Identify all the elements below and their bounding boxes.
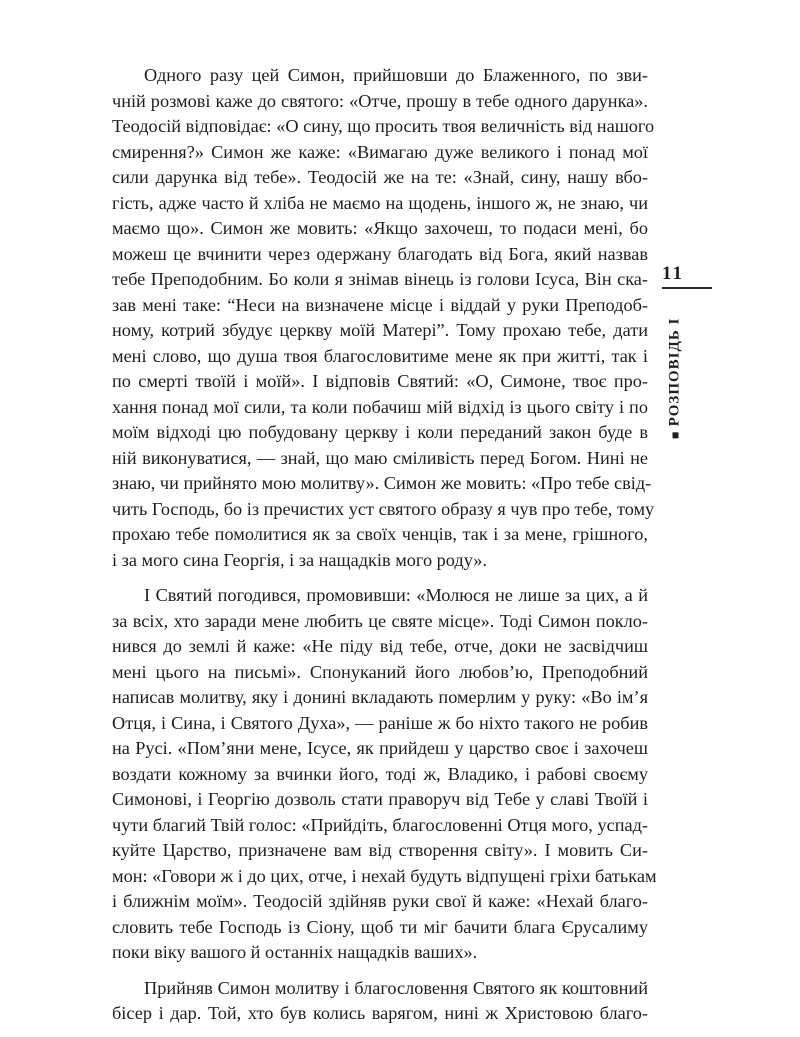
text-line: і за мого сина Георгія, і за нащадків мого роду». bbox=[112, 549, 488, 570]
text-line: на Русі. «Пом’яни мене, Ісусе, як прийдеш у царство своє і захочеш bbox=[112, 738, 648, 758]
page-body bbox=[112, 63, 657, 1037]
header-rule bbox=[662, 287, 712, 289]
text-line: тебе Преподобним. Бо коли я знімав вінець із голови Ісуса, Він ска- bbox=[112, 269, 648, 289]
text-line: чути благий Твій голос: «Прийдіть, благословенні Отця мого, успад- bbox=[112, 814, 648, 835]
section-title: РОЗПОВІДЬ I bbox=[666, 317, 683, 427]
text-line: Прийняв Симон молитву і благословення Святого як коштовний bbox=[144, 977, 648, 998]
page-number: 11 bbox=[662, 263, 684, 284]
text-line: смирення?» Симон же каже: «Вимагаю дуже великого і понад мої bbox=[112, 141, 648, 162]
text-line: знаю, чи прийнято мою молитву». Симон же мовить: «Про тебе свід- bbox=[112, 473, 652, 493]
text-line: написав молитву, яку і донині вкладають померлим у руку: «Во ім’я bbox=[112, 687, 648, 707]
paragraph-3 bbox=[112, 976, 648, 1027]
text-line: зав мені таке: “Неси на визначене місце і віддай у руки Преподоб- bbox=[112, 294, 648, 315]
text-line: сили дарунка від тебе». Теодосій же на те: «Знай, сину, нашу вбо- bbox=[112, 167, 648, 187]
text-line: по смерті твоїй і моїй». І відповів Святий: «О, Симоне, твоє про- bbox=[112, 371, 648, 391]
text-line: ному, котрий збудує церкву моїй Матері”. Тому прохаю тебе, дати bbox=[112, 320, 648, 340]
text-line: ній виконуватися, — знай, що маю сміливість перед Богом. Нині не bbox=[112, 447, 648, 468]
square-bullet-icon bbox=[672, 432, 678, 438]
text-line: гість, адже часто й хліба не маємо на щодень, іншого ж, не знаю, чи bbox=[112, 192, 648, 213]
text-line: куйте Царство, призначене вам від створення світу». І мовить Си- bbox=[112, 840, 648, 860]
text-line: нився до землі й каже: «Не піду від тебе, отче, доки не засвідчиш bbox=[112, 636, 648, 656]
text-line: бісер і дар. Той, хто був колись варягом, нині ж Христовою благо- bbox=[112, 1003, 648, 1023]
text-line: і ближнім моїм». Теодосій здійняв руки свої й каже: «Нехай благо- bbox=[112, 891, 648, 911]
text-line: Симонові, і Георгію дозволь стати праворуч від Тебе у славі Твоїй і bbox=[112, 789, 648, 809]
text-line: моїм відході цю побудовану церкву і коли переданий закон буде в bbox=[112, 422, 648, 442]
text-line: словить тебе Господь із Сіону, щоб ти міг бачити блага Єрусалиму bbox=[112, 916, 648, 937]
text-line: мені слово, що душа твоя благословитиме мене як при житті, так і bbox=[112, 345, 648, 366]
running-header bbox=[662, 263, 712, 427]
paragraph-1 bbox=[112, 63, 655, 573]
text-line: прохаю тебе помолитися як за своїх ченців, так і за мене, грішного, bbox=[112, 524, 648, 544]
text-line: мон: «Говори ж і до цих, отче, і нехай будуть відпущені гріхи батькам bbox=[112, 865, 657, 886]
text-line: чній розмові каже до святого: «Отче, прошу в тебе одного дарунка». bbox=[112, 90, 648, 111]
text-line: можеш це вчинити через одержану благодать від Бога, який назвав bbox=[112, 243, 648, 264]
text-line: Одного разу цей Симон, прийшовши до Блаженного, по зви- bbox=[144, 65, 648, 85]
paragraph-2 bbox=[112, 583, 657, 966]
text-line: чить Господь, бо із пречистих уст святого образу я чув про тебе, тому bbox=[112, 498, 655, 519]
text-line: за всіх, хто заради мене любить це святе місце». Тоді Симон покло- bbox=[112, 610, 648, 631]
text-line: хання понад мої сили, та коли побачиш мій відхід із цього світу і по bbox=[112, 396, 648, 417]
text-line: Отця, і Сина, і Святого Духа», — раніше ж бо ніхто такого не робив bbox=[112, 712, 648, 733]
text-line: І Святий погодився, промовивши: «Молюся не лише за цих, а й bbox=[144, 585, 648, 605]
text-line: маємо що». Симон же мовить: «Якщо захочеш, то подаси мені, бо bbox=[112, 218, 648, 238]
text-line: мені цього на письмі». Спонуканий його любов’ю, Преподобний bbox=[112, 661, 648, 682]
text-line: поки віку вашого й останніх нащадків ваших». bbox=[112, 942, 478, 962]
section-title-vertical bbox=[664, 303, 686, 453]
text-line: Теодосій відповідає: «О сину, що просить твоя величність від нашого bbox=[112, 116, 655, 136]
text-line: воздати кожному за вчинки його, тоді ж, Владико, і рабові своєму bbox=[112, 763, 648, 784]
